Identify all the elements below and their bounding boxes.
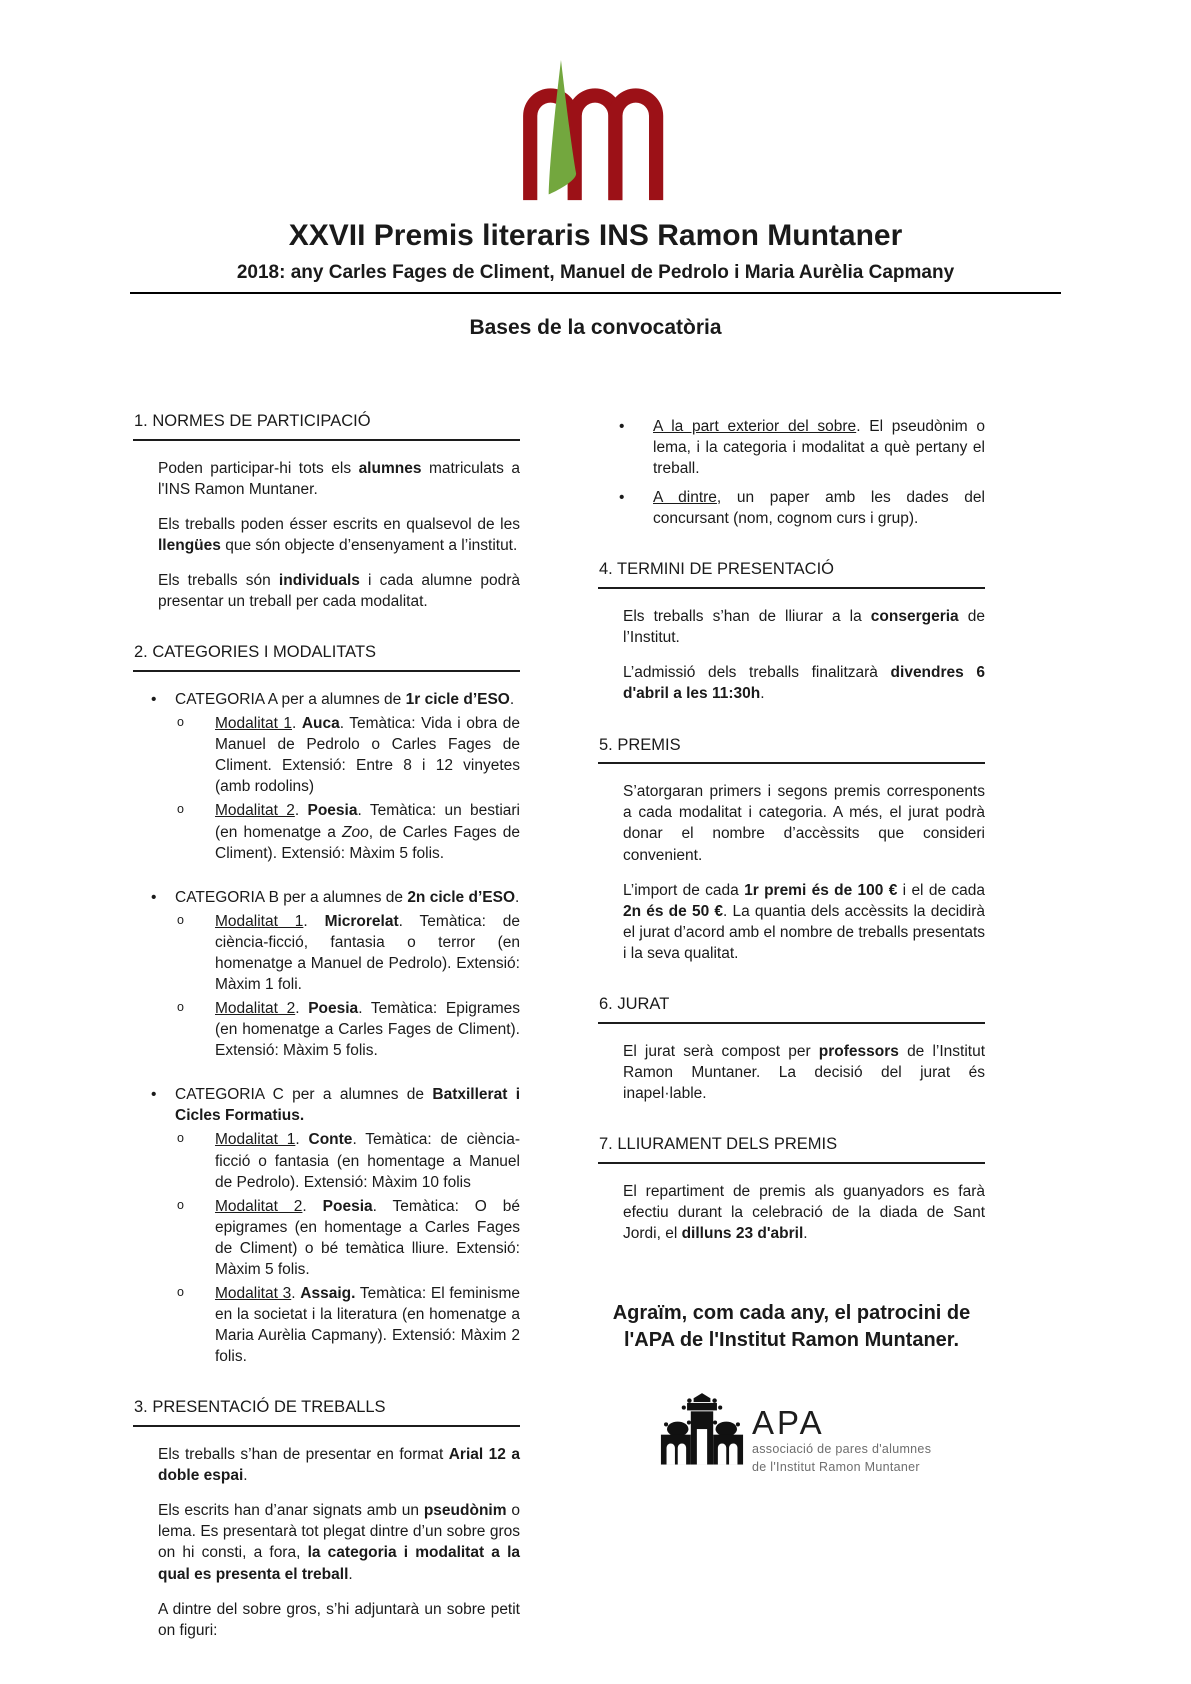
- text-run: Microrelat: [324, 912, 399, 930]
- text-run: Zoo: [342, 823, 369, 841]
- text-run: .: [803, 1224, 808, 1242]
- text-run: Modalitat 3: [215, 1285, 292, 1303]
- modality-item: [133, 713, 520, 797]
- text-run: . El pseudònim o lema, i la categoria i modalitat a què pertany el treball.: [653, 418, 985, 478]
- section-heading-1: 1. NORMES DE PARTICIPACIÓ: [133, 412, 520, 441]
- text-run: CATEGORIA B per a alumnes de: [175, 888, 408, 906]
- text-run: . Temàtica: O bé epigrames (en homentage a Carles Fages de Climent) o bé temàtica lliure. Extensió: Màxim 5 folis.: [215, 1197, 520, 1278]
- paragraph: [598, 1181, 985, 1244]
- text-run: El jurat serà compost per: [623, 1042, 819, 1060]
- text-run: .: [292, 715, 302, 733]
- text-run: i el de cada: [897, 881, 985, 899]
- text-run: individuals: [278, 572, 360, 590]
- text-run: Arial 12 a doble espai: [158, 1446, 520, 1485]
- text-run: Els treballs s’han de lliurar a la: [623, 608, 871, 626]
- section-heading-4: 4. TERMINI DE PRESENTACIÓ: [598, 560, 985, 589]
- sponsor-acknowledgement: [598, 1300, 985, 1354]
- category-b-title: [133, 887, 520, 908]
- paragraph: [133, 1599, 520, 1641]
- text-run: S’atorgaran primers i segons premis corresponents a cada modalitat i categoria. A més, el jurat podrà donar el nombre d’accèssits que consideri convenient.: [623, 783, 985, 864]
- text-run: Modalitat 2: [215, 1000, 296, 1018]
- text-run: 2n cicle d’ESO: [407, 888, 515, 906]
- text-run: .: [303, 912, 325, 930]
- paragraph: [598, 1041, 985, 1104]
- modality-item: [133, 1196, 520, 1280]
- text-run: .: [302, 1197, 323, 1215]
- text-run: .: [509, 691, 515, 709]
- paragraph: [598, 781, 985, 865]
- text-run: .: [243, 1467, 248, 1485]
- text-run: Modalitat 2: [215, 802, 295, 820]
- text-run: El repartiment de premis als guanyadors es farà efectiu durant la celebració de la diada de Sant Jordi, el: [623, 1182, 985, 1242]
- text-run: CATEGORIA C per a alumnes de: [175, 1086, 433, 1104]
- text-run: Modalitat 2: [215, 1197, 303, 1215]
- text-run: matriculats a l'INS Ramon Muntaner.: [158, 459, 520, 498]
- text-run: Poden participar-hi tots els: [158, 459, 359, 477]
- text-run: Conte: [308, 1131, 353, 1149]
- text-run: alumnes: [358, 459, 422, 477]
- page-subtitle: 2018: any Carles Fages de Climent, Manuel de Pedrolo i Maria Aurèlia Capmany: [236, 262, 955, 283]
- paragraph: [598, 662, 985, 704]
- paragraph: [133, 514, 520, 556]
- modality-item: [133, 998, 520, 1061]
- doc-heading: Bases de la convocatòria: [469, 316, 722, 339]
- envelope-instructions: [598, 416, 985, 529]
- text-run: Temàtica: El feminisme en la societat i la literatura (en homenatge a Maria Aurèlia Capmany). Extensió: Màxim 2 folis.: [215, 1285, 520, 1366]
- text-run: consergeria: [870, 608, 959, 626]
- text-run: . Temàtica: Epigrames (en homenatge a Carles Fages de Climent). Extensió: Màxim 5 folis.: [215, 1000, 520, 1060]
- right-column: [598, 410, 985, 1480]
- text-run: L’admissió dels treballs finalitzarà: [623, 664, 891, 682]
- text-run: L’import de cada: [623, 881, 745, 899]
- text-run: Auca: [301, 715, 340, 733]
- category-c-title: [133, 1084, 520, 1126]
- text-run: Els treballs són: [158, 572, 279, 590]
- apa-subline-1: associació de pares d'alumnes: [752, 1441, 932, 1456]
- modality-item: [133, 911, 520, 995]
- text-run: i cada alumne podrà presentar un treball per cada modalitat.: [158, 572, 520, 611]
- text-run: .: [515, 888, 520, 906]
- apa-logo-text: [752, 1403, 932, 1476]
- text-run: de l’Institut.: [623, 608, 985, 647]
- text-run: Els treballs s’han de presentar en format: [158, 1446, 449, 1464]
- modality-item: [133, 1129, 520, 1192]
- text-run: Assaig.: [300, 1285, 356, 1303]
- text-run: .: [295, 1000, 309, 1018]
- text-run: que són objecte d’ensenyament a l’institut.: [220, 537, 518, 555]
- text-run: .: [291, 1285, 301, 1303]
- text-run: Poesia: [308, 1000, 359, 1018]
- category-a-title: [133, 689, 520, 710]
- text-run: Poesia: [322, 1197, 373, 1215]
- apa-subline-2: de l'Institut Ramon Muntaner: [752, 1460, 920, 1475]
- text-run: .: [295, 1131, 309, 1149]
- envelope-item: [598, 487, 985, 529]
- header-divider: [130, 292, 1061, 294]
- text-run: 1r premi és de 100 €: [744, 881, 898, 899]
- paragraph: [598, 606, 985, 648]
- paragraph: [133, 1500, 520, 1584]
- text-run: , de Carles Fages de Climent). Extensió: Màxim 5 folis.: [215, 823, 520, 862]
- left-column: [133, 410, 520, 1655]
- text-run: Modalitat 1: [215, 715, 293, 733]
- text-run: . Temàtica: de ciència-ficció, fantasia o terror (en homenatge a Manuel de Pedrolo). Extensió: Màxim 1 foli.: [215, 912, 520, 993]
- text-run: Batxillerat i Cicles Formatius.: [175, 1086, 521, 1125]
- text-run: dilluns 23 d'abril: [681, 1224, 804, 1242]
- two-column-body: [133, 410, 985, 1655]
- text-run: .: [348, 1565, 353, 1583]
- text-run: Modalitat 1: [215, 912, 304, 930]
- text-run: Modalitat 1: [215, 1131, 296, 1149]
- apa-logo: [660, 1380, 985, 1480]
- section-heading-6: 6. JURAT: [598, 995, 985, 1024]
- text-run: . Temàtica: un bestiari (en homenatge a: [215, 802, 520, 841]
- section-heading-2: 2. CATEGORIES I MODALITATS: [133, 643, 520, 672]
- text-run: A la part exterior del sobre: [653, 418, 857, 435]
- section-heading-5: 5. PREMIS: [598, 736, 985, 765]
- text-run: professors: [818, 1042, 899, 1060]
- modality-item: [133, 800, 520, 863]
- text-run: .: [294, 802, 308, 820]
- text-run: Els escrits han d’anar signats amb un: [158, 1502, 424, 1520]
- text-run: o lema. Es presentarà tot plegat dintre d’un sobre gros on hi consti, a fora,: [158, 1502, 520, 1562]
- text-run: pseudònim: [423, 1502, 507, 1520]
- text-run: Els treballs poden ésser escrits en qualsevol de les: [158, 515, 520, 533]
- modality-item: [133, 1283, 520, 1367]
- category-c-block: [133, 1084, 520, 1367]
- text-run: .: [760, 685, 765, 703]
- envelope-item: [598, 416, 985, 479]
- text-run: A dintre del sobre gros, s’hi adjuntarà un sobre petit on figuri:: [158, 1600, 520, 1639]
- text-run: llengües: [158, 537, 221, 555]
- text-run: 2n és de 50 €: [623, 902, 723, 920]
- text-run: divendres 6 d'abril a les 11:30h: [623, 664, 985, 703]
- paragraph: [133, 1444, 520, 1486]
- text-run: A dintre: [653, 489, 717, 507]
- apa-name: APA: [752, 1403, 825, 1441]
- document-header: [0, 0, 1191, 340]
- section-heading-3: 3. PRESENTACIÓ DE TREBALLS: [133, 1398, 520, 1427]
- text-run: Poesia: [307, 802, 358, 820]
- text-run: , un paper amb les dades del concursant (nom, cognom curs i grup).: [653, 489, 985, 528]
- text-run: . Temàtica: Vida i obra de Manuel de Pedrolo o Carles Fages de Climent. Extensió: Entre 8 i 12 vinyetes (amb rodolins): [215, 715, 520, 796]
- text-run: 1r cicle d’ESO: [405, 691, 510, 709]
- paragraph: [133, 570, 520, 612]
- apa-building-icon: [660, 1380, 744, 1480]
- paragraph: [133, 458, 520, 500]
- text-run: la categoria i modalitat a la qual es presenta el treball: [158, 1544, 520, 1583]
- category-a-block: [133, 689, 520, 864]
- section-heading-7: 7. LLIURAMENT DELS PREMIS: [598, 1135, 985, 1164]
- text-run: . La quantia dels accèssits la decidirà el jurat d’acord amb el nombre de treballs presentats i la seva qualitat.: [623, 902, 985, 962]
- text-run: de l’Institut Ramon Muntaner. La decisió del jurat és inapel·lable.: [623, 1042, 985, 1102]
- category-b-block: [133, 887, 520, 1062]
- paragraph: [598, 880, 985, 964]
- text-run: CATEGORIA A per a alumnes de: [175, 691, 406, 709]
- text-run: . Temàtica: de ciència-ficció o fantasia (en homentage a Manuel de Pedrolo). Extensió: Màxim 10 folis: [215, 1131, 520, 1191]
- page-title: XXVII Premis literaris INS Ramon Muntaner: [288, 219, 903, 252]
- school-logo-icon: [512, 60, 680, 202]
- text-run: Agraïm, com cada any, el patrocini de l'APA de l'Institut Ramon Muntaner.: [612, 1301, 971, 1351]
